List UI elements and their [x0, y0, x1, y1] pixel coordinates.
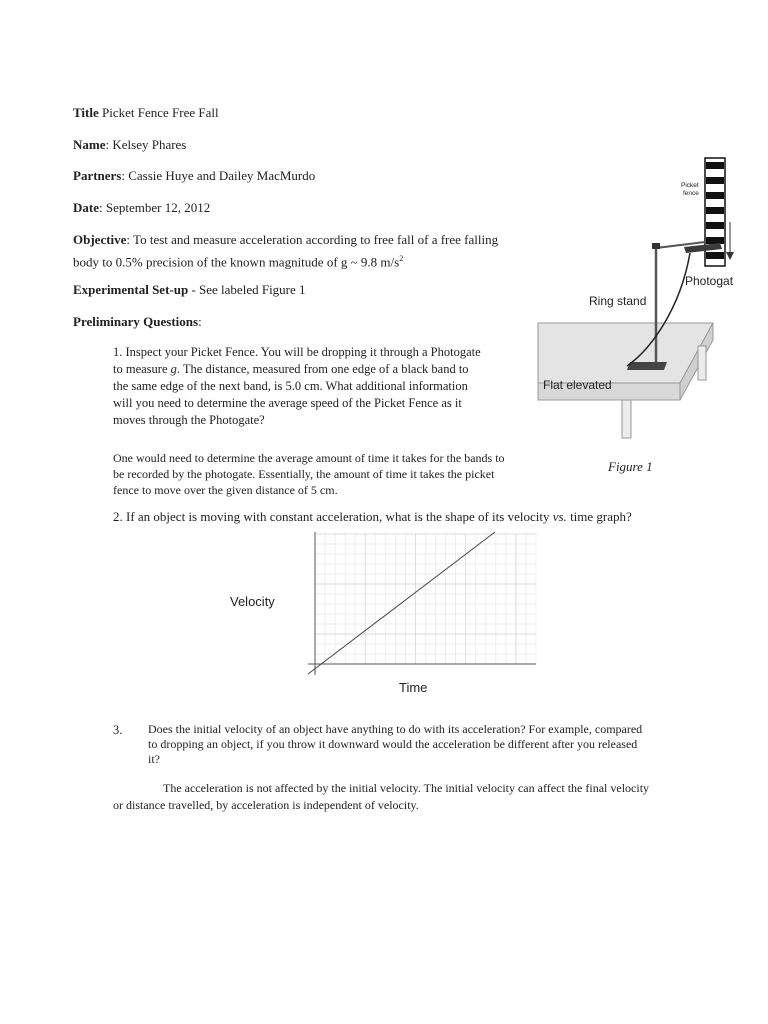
prelim-label: Preliminary Questions — [73, 314, 199, 329]
setup-value: - See labeled Figure 1 — [188, 282, 306, 297]
objective-field — [73, 231, 498, 248]
graph-x-label: Time — [399, 680, 428, 695]
partners-label: Partners — [73, 168, 122, 183]
objective-line2 — [73, 250, 403, 270]
q3-line-3: it? — [148, 752, 160, 766]
q2-text-a: 2. If an object is moving with constant acceleration, what is the shape of its velocity — [113, 509, 553, 524]
photogate-label: Photogat — [685, 274, 734, 288]
name-field — [73, 136, 186, 153]
q3-line-2: to dropping an object, if you throw it downward would the acceleration be different after you released — [148, 737, 638, 751]
flat-elevated-label: Flat elevated — [543, 378, 612, 392]
objective-superscript: 2 — [399, 254, 404, 263]
name-label: Name — [73, 137, 106, 152]
setup-field — [73, 281, 306, 298]
picket-fence-label-1: Picket — [681, 182, 699, 189]
velocity-time-graph — [300, 530, 540, 680]
date-field — [73, 199, 210, 216]
graph-grid — [315, 534, 536, 664]
q3-answer — [113, 780, 649, 814]
objective-line2-text: body to 0.5% precision of the known magnitude of g ~ 9.8 m/s — [73, 254, 400, 270]
q2-text-vs: vs. — [552, 509, 567, 524]
question-2 — [113, 508, 632, 525]
q1-line-4: will you need to determine the average speed of the Picket Fence as it — [113, 396, 462, 410]
date-value: : September 12, 2012 — [99, 200, 211, 215]
prelim-heading — [73, 313, 202, 330]
q1-line-2-g: g — [170, 362, 177, 376]
figure-1-caption: Figure 1 — [608, 459, 653, 474]
date-label: Date — [73, 200, 99, 215]
q1-answer — [113, 450, 505, 498]
partners-value: : Cassie Huye and Dailey MacMurdo — [121, 168, 316, 183]
ring-stand-label: Ring stand — [589, 294, 647, 308]
partners-field — [73, 167, 315, 184]
prelim-colon: : — [198, 314, 202, 329]
graph-y-label: Velocity — [230, 594, 275, 609]
q1-line-3: the same edge of the next band, is 5.0 cm. What additional information — [113, 379, 468, 393]
q1-line-2a: to measure — [113, 362, 171, 376]
objective-line1: : To test and measure acceleration according to free fall of a free falling — [126, 232, 499, 247]
q1-line-2 — [113, 361, 481, 378]
title-label: Title — [73, 105, 99, 120]
picket-fence-label-2: fence — [683, 190, 699, 197]
question-3 — [148, 722, 642, 767]
q1-line-1: 1. Inspect your Picket Fence. You will be dropping it through a Photogate — [113, 345, 481, 359]
q1-line-5: moves through the Photogate? — [113, 413, 265, 427]
title-value: Picket Fence Free Fall — [102, 105, 219, 120]
q3-answer-line-2: or distance travelled, by acceleration is independent of velocity. — [113, 798, 419, 812]
question-1 — [113, 344, 481, 429]
q1-answer-line-1: One would need to determine the average amount of time it takes for the bands to — [113, 451, 505, 465]
q3-line-1: Does the initial velocity of an object have anything to do with its acceleration? For example, compared — [148, 722, 643, 736]
setup-label: Experimental Set-up — [73, 282, 189, 297]
q2-text-b: time graph? — [566, 509, 632, 524]
q1-line-2b: . The distance, measured from one edge of a black band to — [176, 362, 469, 376]
objective-label: Objective — [73, 232, 127, 247]
name-value: : Kelsey Phares — [105, 137, 187, 152]
q3-number: 3. — [113, 723, 123, 737]
q3-answer-line-1: The acceleration is not affected by the initial velocity. The initial velocity can affect the final velocity — [163, 781, 650, 795]
figure-1-diagram — [530, 150, 760, 490]
q1-answer-line-3: fence to move over the given distance of 5 cm. — [113, 483, 338, 497]
title-field — [73, 104, 219, 121]
q1-answer-line-2: be recorded by the photogate. Essentially, the amount of time it takes the picket — [113, 467, 495, 481]
velocity-line — [308, 532, 495, 674]
fall-arrow-icon — [726, 222, 734, 260]
